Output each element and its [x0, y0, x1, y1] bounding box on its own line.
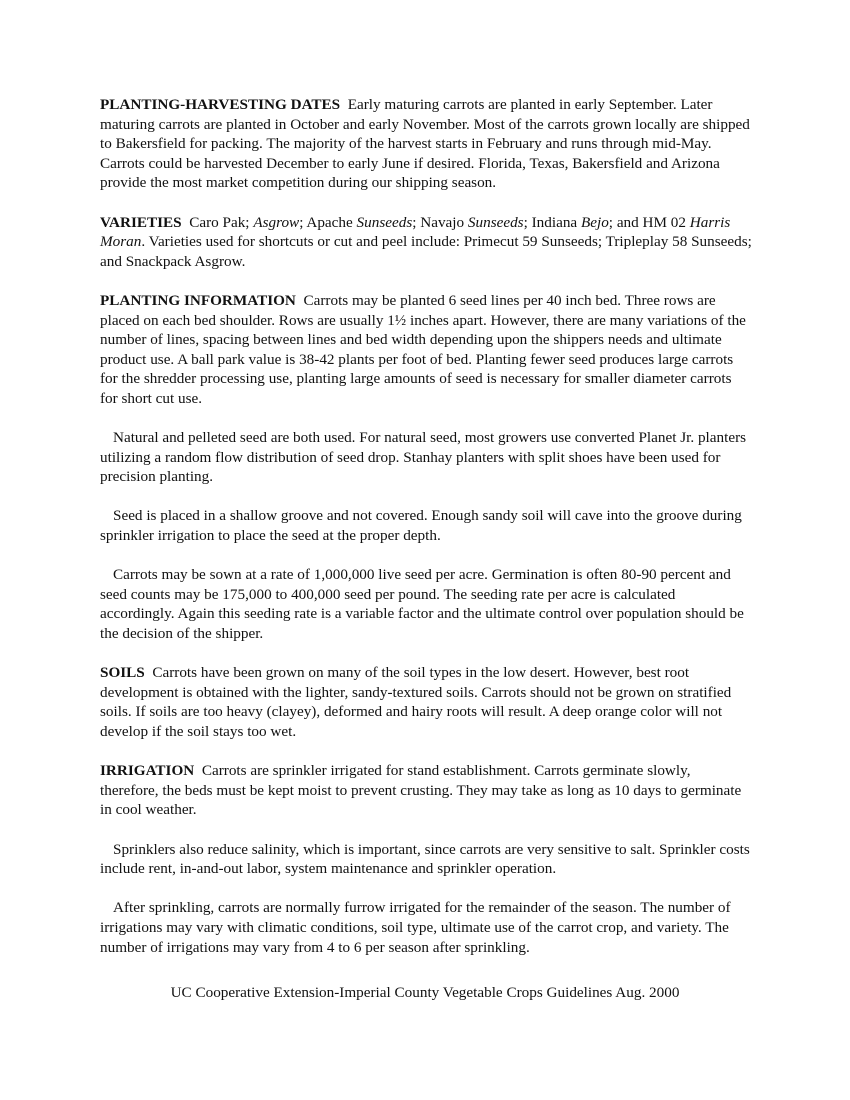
- varieties-text-5: ; and HM 02: [608, 213, 690, 231]
- seeding-rate-paragraph: Carrots may be sown at a rate of 1,000,000 live seed per acre. Germination is often 80-90 percent and seed counts may be 175,000 to 400,000 seed per pound. The seeding rate per acre is calculated accordingly. Again this seeding rate is a variable factor and the ultimate control over population should be the decision of the shipper.: [100, 566, 744, 643]
- irrigation-paragraph: [100, 761, 752, 820]
- planting-harvesting-paragraph: [100, 95, 752, 193]
- furrow-irrigation-paragraph: After sprinkling, carrots are normally furrow irrigated for the remainder of the season. The number of irrigations may vary with climatic conditions, soil type, ultimate use of the carrot crop, and variety. The number of irrigations may vary from 4 to 6 per season after sprinkling.: [100, 899, 731, 956]
- soils-heading: SOILS: [100, 664, 145, 682]
- varieties-source-5: Harris Moran: [100, 213, 731, 251]
- sprinkler-paragraph: Sprinklers also reduce salinity, which is important, since carrots are very sensitive to salt. Sprinkler costs include rent, in-and-out labor, system maintenance and sprinkler operation.: [100, 840, 750, 878]
- soils-text: Carrots have been grown on many of the soil types in the low desert. However, best root development is obtained with the lighter, sandy-textured soils. Carrots should not be grown on stratified soils. If soils are too heavy (clayey), deformed and hairy roots will result. A deep orange color will not develop if the soil stays too wet.: [100, 664, 732, 740]
- seed-placement-paragraph: Seed is placed in a shallow groove and not covered. Enough sandy soil will cave into the groove during sprinkler irrigation to place the seed at the proper depth.: [100, 507, 742, 545]
- varieties-text-2: ; Apache: [299, 213, 357, 231]
- planting-harvesting-heading: PLANTING-HARVESTING DATES: [100, 96, 341, 113]
- varieties-text-3: ; Navajo: [412, 213, 468, 231]
- varieties-source-1: Asgrow: [253, 213, 300, 231]
- soils-paragraph: [100, 663, 752, 741]
- planting-info-text: Carrots may be planted 6 seed lines per 40 inch bed. Three rows are placed on each bed shoulder. Rows are usually 1½ inches apart. However, there are many variations of the number of lines, spacing between lines and bed width depending upon the shippers needs and ultimate product use. A ball park value is 38-42 plants per foot of bed. Planting fewer seed produces large carrots for the shredder processing use, planting large amounts of seed is necessary for smaller diameter carrots for short cut use.: [100, 291, 746, 407]
- varieties-text-1: Caro Pak;: [189, 213, 254, 231]
- varieties-paragraph: [100, 213, 752, 272]
- varieties-text-tail: . Varieties used for shortcuts or cut and peel include: Primecut 59 Sunseeds; Tripleplay 58 Sunseeds; and Snackpack Asgrow.: [100, 233, 752, 270]
- document-body: [100, 95, 752, 977]
- planting-info-heading: PLANTING INFORMATION: [100, 291, 296, 309]
- seed-types-paragraph: Natural and pelleted seed are both used. For natural seed, most growers use converted Planet Jr. planters utilizing a random flow distribution of seed drop. Stanhay planters with split shoes have been used for precision planting.: [100, 429, 747, 486]
- page-footer: UC Cooperative Extension-Imperial County Vegetable Crops Guidelines Aug. 2000: [170, 984, 680, 1001]
- varieties-source-3: Sunseeds: [467, 213, 524, 231]
- varieties-source-4: Bejo: [580, 213, 609, 231]
- varieties-text-4: ; Indiana: [523, 213, 581, 231]
- planting-harvesting-text: Early maturing carrots are planted in early September. Later maturing carrots are planted in October and early November. Most of the carrots grown locally are shipped to Bakersfield for packing. The majority of the harvest starts in February and runs through mid-May. Carrots could be harvested December to early June if desired. Florida, Texas, Bakersfield and Arizona provide the most market competition during our shipping season.: [100, 96, 750, 192]
- varieties-heading: VARIETIES: [100, 213, 182, 231]
- planting-info-paragraph: [100, 291, 752, 409]
- irrigation-text: Carrots are sprinkler irrigated for stand establishment. Carrots germinate slowly, therefore, the beds must be kept moist to prevent crusting. They may take as long as 10 days to germinate in cool weather.: [100, 762, 742, 819]
- varieties-source-2: Sunseeds: [356, 213, 413, 231]
- irrigation-heading: IRRIGATION: [100, 762, 195, 780]
